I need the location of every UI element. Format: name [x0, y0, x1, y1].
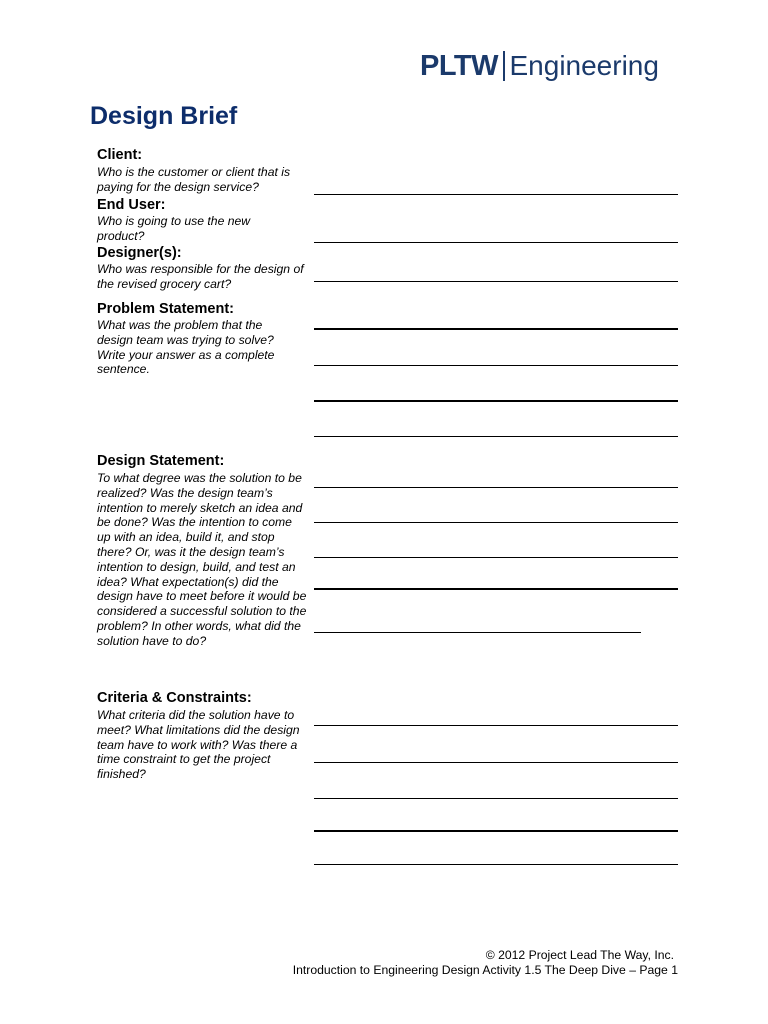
design-statement-answer-line[interactable]	[314, 588, 678, 590]
problem-statement-answer-line[interactable]	[314, 436, 678, 437]
design-statement-prompt: To what degree was the solution to be realized? Was the design team’s intention to merely sketch an idea and be done? Was the intention to come up with an idea, build it, and stop there? Or, was it the design team’s intention to design, build, and test an idea? What expectation(s) did the design have to meet before it would be considered a successful solution to the problem? In other words, what did the solution have to do?	[97, 471, 307, 648]
criteria-constraints-answer-line[interactable]	[314, 798, 678, 799]
logo-brand: PLTW	[420, 49, 498, 82]
pltw-engineering-logo	[420, 46, 659, 86]
problem-statement-prompt: What was the problem that the design team was trying to solve? Write your answer as a complete sentence.	[97, 318, 275, 377]
logo-divider	[503, 51, 505, 81]
criteria-constraints-answer-line[interactable]	[314, 864, 678, 865]
design-statement-answer-line[interactable]	[314, 522, 678, 523]
client-label: Client:	[97, 147, 143, 163]
logo-division: Engineering	[509, 50, 659, 81]
criteria-constraints-answer-line[interactable]	[314, 725, 678, 726]
footer-copyright: © 2012 Project Lead The Way, Inc.	[485, 948, 674, 962]
problem-statement-answer-line[interactable]	[314, 328, 678, 330]
end-user-label: End User:	[97, 197, 166, 213]
client-answer-line[interactable]	[314, 194, 678, 195]
criteria-constraints-answer-line[interactable]	[314, 830, 678, 832]
design-statement-answer-line[interactable]	[314, 557, 678, 558]
footer-page-info: Introduction to Engineering Design Activity 1.5 The Deep Dive – Page 1	[292, 963, 678, 977]
criteria-constraints-answer-line[interactable]	[314, 762, 678, 763]
end-user-prompt: Who is going to use the new product?	[97, 214, 251, 243]
problem-statement-label: Problem Statement:	[97, 301, 234, 317]
problem-statement-answer-line[interactable]	[314, 400, 678, 402]
design-statement-answer-line[interactable]	[314, 487, 678, 488]
design-statement-answer-line[interactable]	[314, 632, 641, 633]
client-prompt: Who is the customer or client that is paying for the design service?	[97, 165, 291, 194]
designers-answer-line[interactable]	[314, 281, 678, 282]
end-user-answer-line[interactable]	[314, 242, 678, 243]
problem-statement-answer-line[interactable]	[314, 365, 678, 366]
criteria-constraints-label: Criteria & Constraints:	[97, 690, 252, 706]
designers-label: Designer(s):	[97, 245, 182, 261]
criteria-constraints-prompt: What criteria did the solution have to meet? What limitations did the design team have to work with? Was there a time constraint to get the project finished?	[97, 708, 300, 782]
designers-prompt: Who was responsible for the design of the revised grocery cart?	[97, 262, 304, 291]
design-statement-label: Design Statement:	[97, 453, 225, 469]
page-title: Design Brief	[90, 102, 238, 130]
